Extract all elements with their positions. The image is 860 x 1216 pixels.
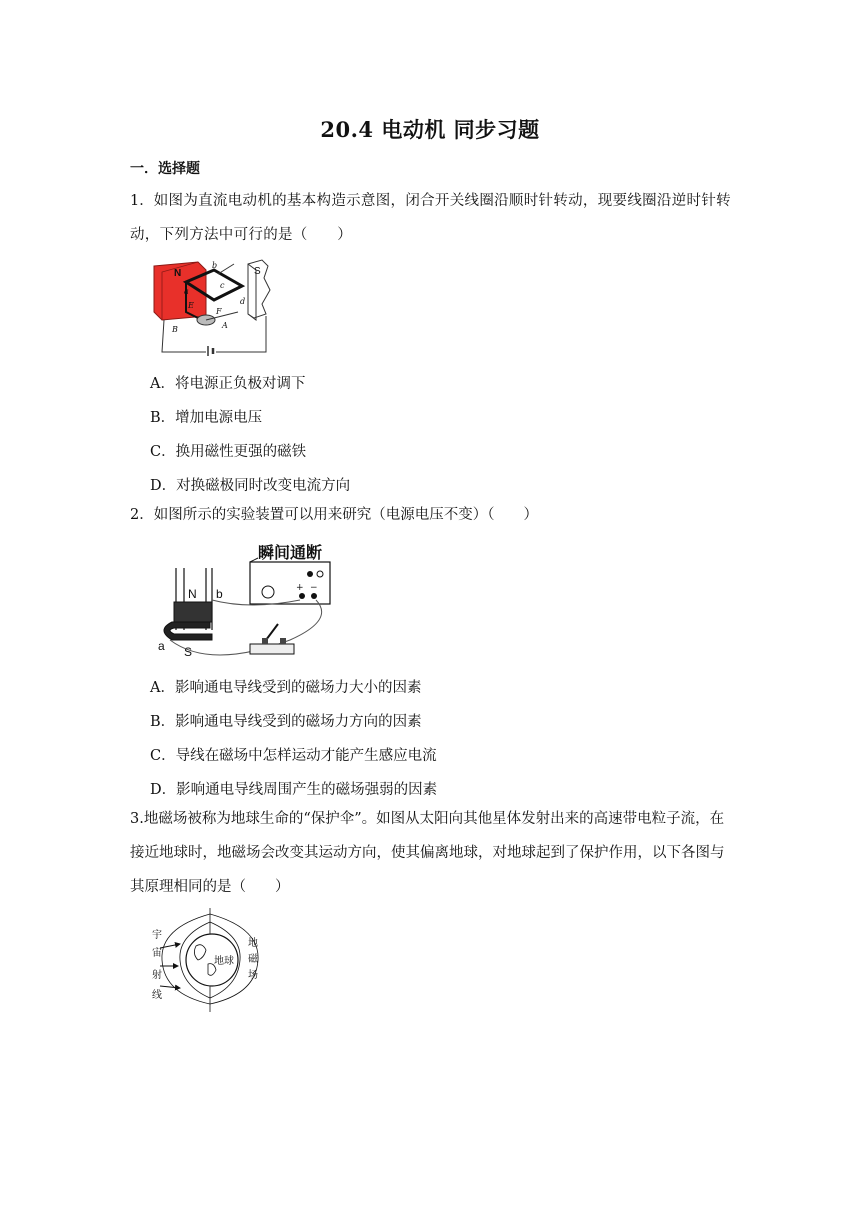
option-b: B．影响通电导线受到的磁场力方向的因素 (150, 714, 422, 730)
svg-text:场: 场 (248, 970, 258, 981)
svg-text:d: d (240, 297, 246, 306)
option-a: A．影响通电导线受到的磁场力大小的因素 (150, 680, 422, 696)
horseshoe-magnet (164, 622, 212, 640)
experiment-apparatus (150, 540, 340, 664)
question-text: 地磁场被称为地球生命的“保护伞”。如图从太阳向其他星体发射出来的高速带电粒子流，在接近地球时，地磁场会改变其运动方向，使其偏离地球，对地球起到了保护作用，以下各图与其原理相同的是（ ） (130, 811, 725, 895)
question-3 (130, 802, 735, 904)
svg-text:b: b (212, 261, 218, 270)
option-a: A．将电源正负极对调下 (150, 376, 306, 392)
svg-text:宇: 宇 (152, 930, 162, 941)
power-supply (250, 562, 330, 604)
svg-text:A: A (222, 321, 228, 330)
svg-text:射: 射 (152, 970, 162, 981)
svg-text:N: N (174, 268, 182, 279)
question-2 (130, 498, 735, 532)
svg-text:线: 线 (152, 990, 162, 1001)
option-d: D．影响通电导线周围产生的磁场强弱的因素 (150, 782, 438, 798)
svg-text:瞬间通断: 瞬间通断 (258, 543, 323, 562)
svg-text:S: S (254, 266, 261, 277)
question-number: 1． (130, 193, 154, 209)
question-text: 如图所示的实验装置可以用来研究（电源电压不变）（ ） (153, 507, 538, 523)
svg-text:a: a (184, 287, 189, 296)
switch (250, 644, 294, 654)
question-1 (130, 184, 735, 252)
question-text: 如图为直流电动机的基本构造示意图，闭合开关线圈沿顺时针转动，现要线圈沿逆时针转动，下列方法中可行的是（ ） (130, 193, 731, 243)
option-b: B．增加电源电压 (150, 410, 263, 426)
svg-text:−: − (310, 583, 318, 593)
svg-text:磁: 磁 (248, 954, 258, 965)
question-number: 2． (130, 507, 154, 523)
svg-text:S: S (184, 645, 193, 659)
svg-text:宙: 宙 (152, 948, 162, 959)
svg-text:地: 地 (248, 938, 258, 949)
svg-text:F: F (216, 307, 222, 316)
svg-text:b: b (216, 587, 223, 601)
option-c: C．换用磁性更强的磁铁 (150, 444, 307, 460)
svg-text:N: N (188, 587, 197, 601)
page-title: 20.4 电动机 同步习题 (320, 117, 540, 142)
motor-diagram (150, 256, 272, 356)
positive-terminal (299, 593, 305, 599)
geomagnetic-field-diagram (150, 908, 270, 1012)
negative-terminal (311, 593, 317, 599)
svg-text:c: c (220, 281, 225, 290)
svg-text:地球: 地球 (214, 956, 234, 967)
svg-text:a: a (158, 639, 165, 653)
section-heading: 一．选择题 (130, 161, 200, 177)
svg-text:B: B (172, 325, 178, 334)
question-number: 3. (130, 811, 144, 827)
option-c: C．导线在磁场中怎样运动才能产生感应电流 (150, 748, 437, 764)
option-d: D．对换磁极同时改变电流方向 (150, 478, 351, 494)
svg-text:E: E (188, 301, 194, 310)
svg-text:+: + (296, 583, 304, 593)
